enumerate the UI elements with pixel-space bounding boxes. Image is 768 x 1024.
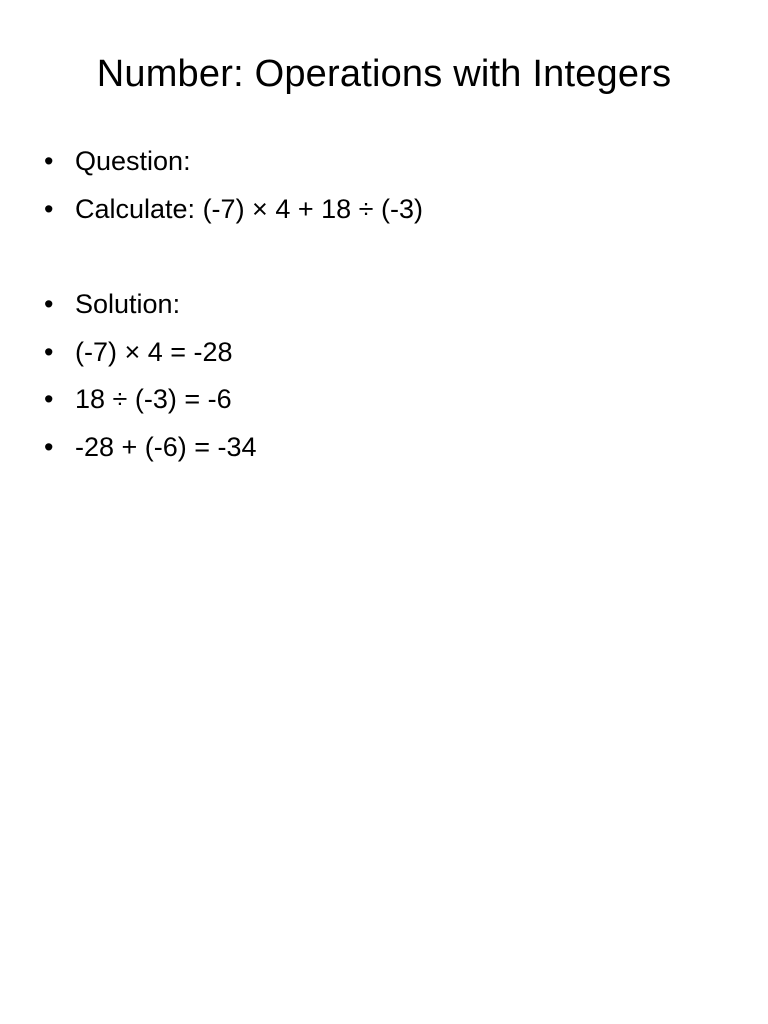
bullet-list bbox=[44, 140, 724, 473]
solution-step: 18 ÷ (-3) = -6 bbox=[75, 384, 232, 414]
list-item bbox=[44, 378, 724, 426]
question-text: Calculate: (-7) × 4 + 18 ÷ (-3) bbox=[75, 193, 423, 224]
solution-step: -28 + (-6) = -34 bbox=[75, 431, 257, 462]
list-item bbox=[44, 188, 724, 236]
bullet-icon: • bbox=[44, 336, 54, 367]
bullet-icon: • bbox=[44, 289, 54, 319]
list-item bbox=[44, 426, 724, 474]
list-item bbox=[44, 331, 724, 379]
solution-step: (-7) × 4 = -28 bbox=[75, 336, 233, 367]
list-item bbox=[44, 283, 724, 331]
list-item bbox=[44, 140, 724, 188]
bullet-icon: • bbox=[44, 193, 54, 224]
slide-title: Number: Operations with Integers bbox=[96, 53, 672, 95]
solution-heading: Solution: bbox=[75, 289, 181, 319]
list-spacer bbox=[44, 235, 724, 283]
bullet-icon: • bbox=[44, 146, 54, 176]
question-heading: Question: bbox=[75, 146, 191, 176]
bullet-icon: • bbox=[44, 384, 54, 414]
bullet-icon: • bbox=[44, 431, 54, 462]
